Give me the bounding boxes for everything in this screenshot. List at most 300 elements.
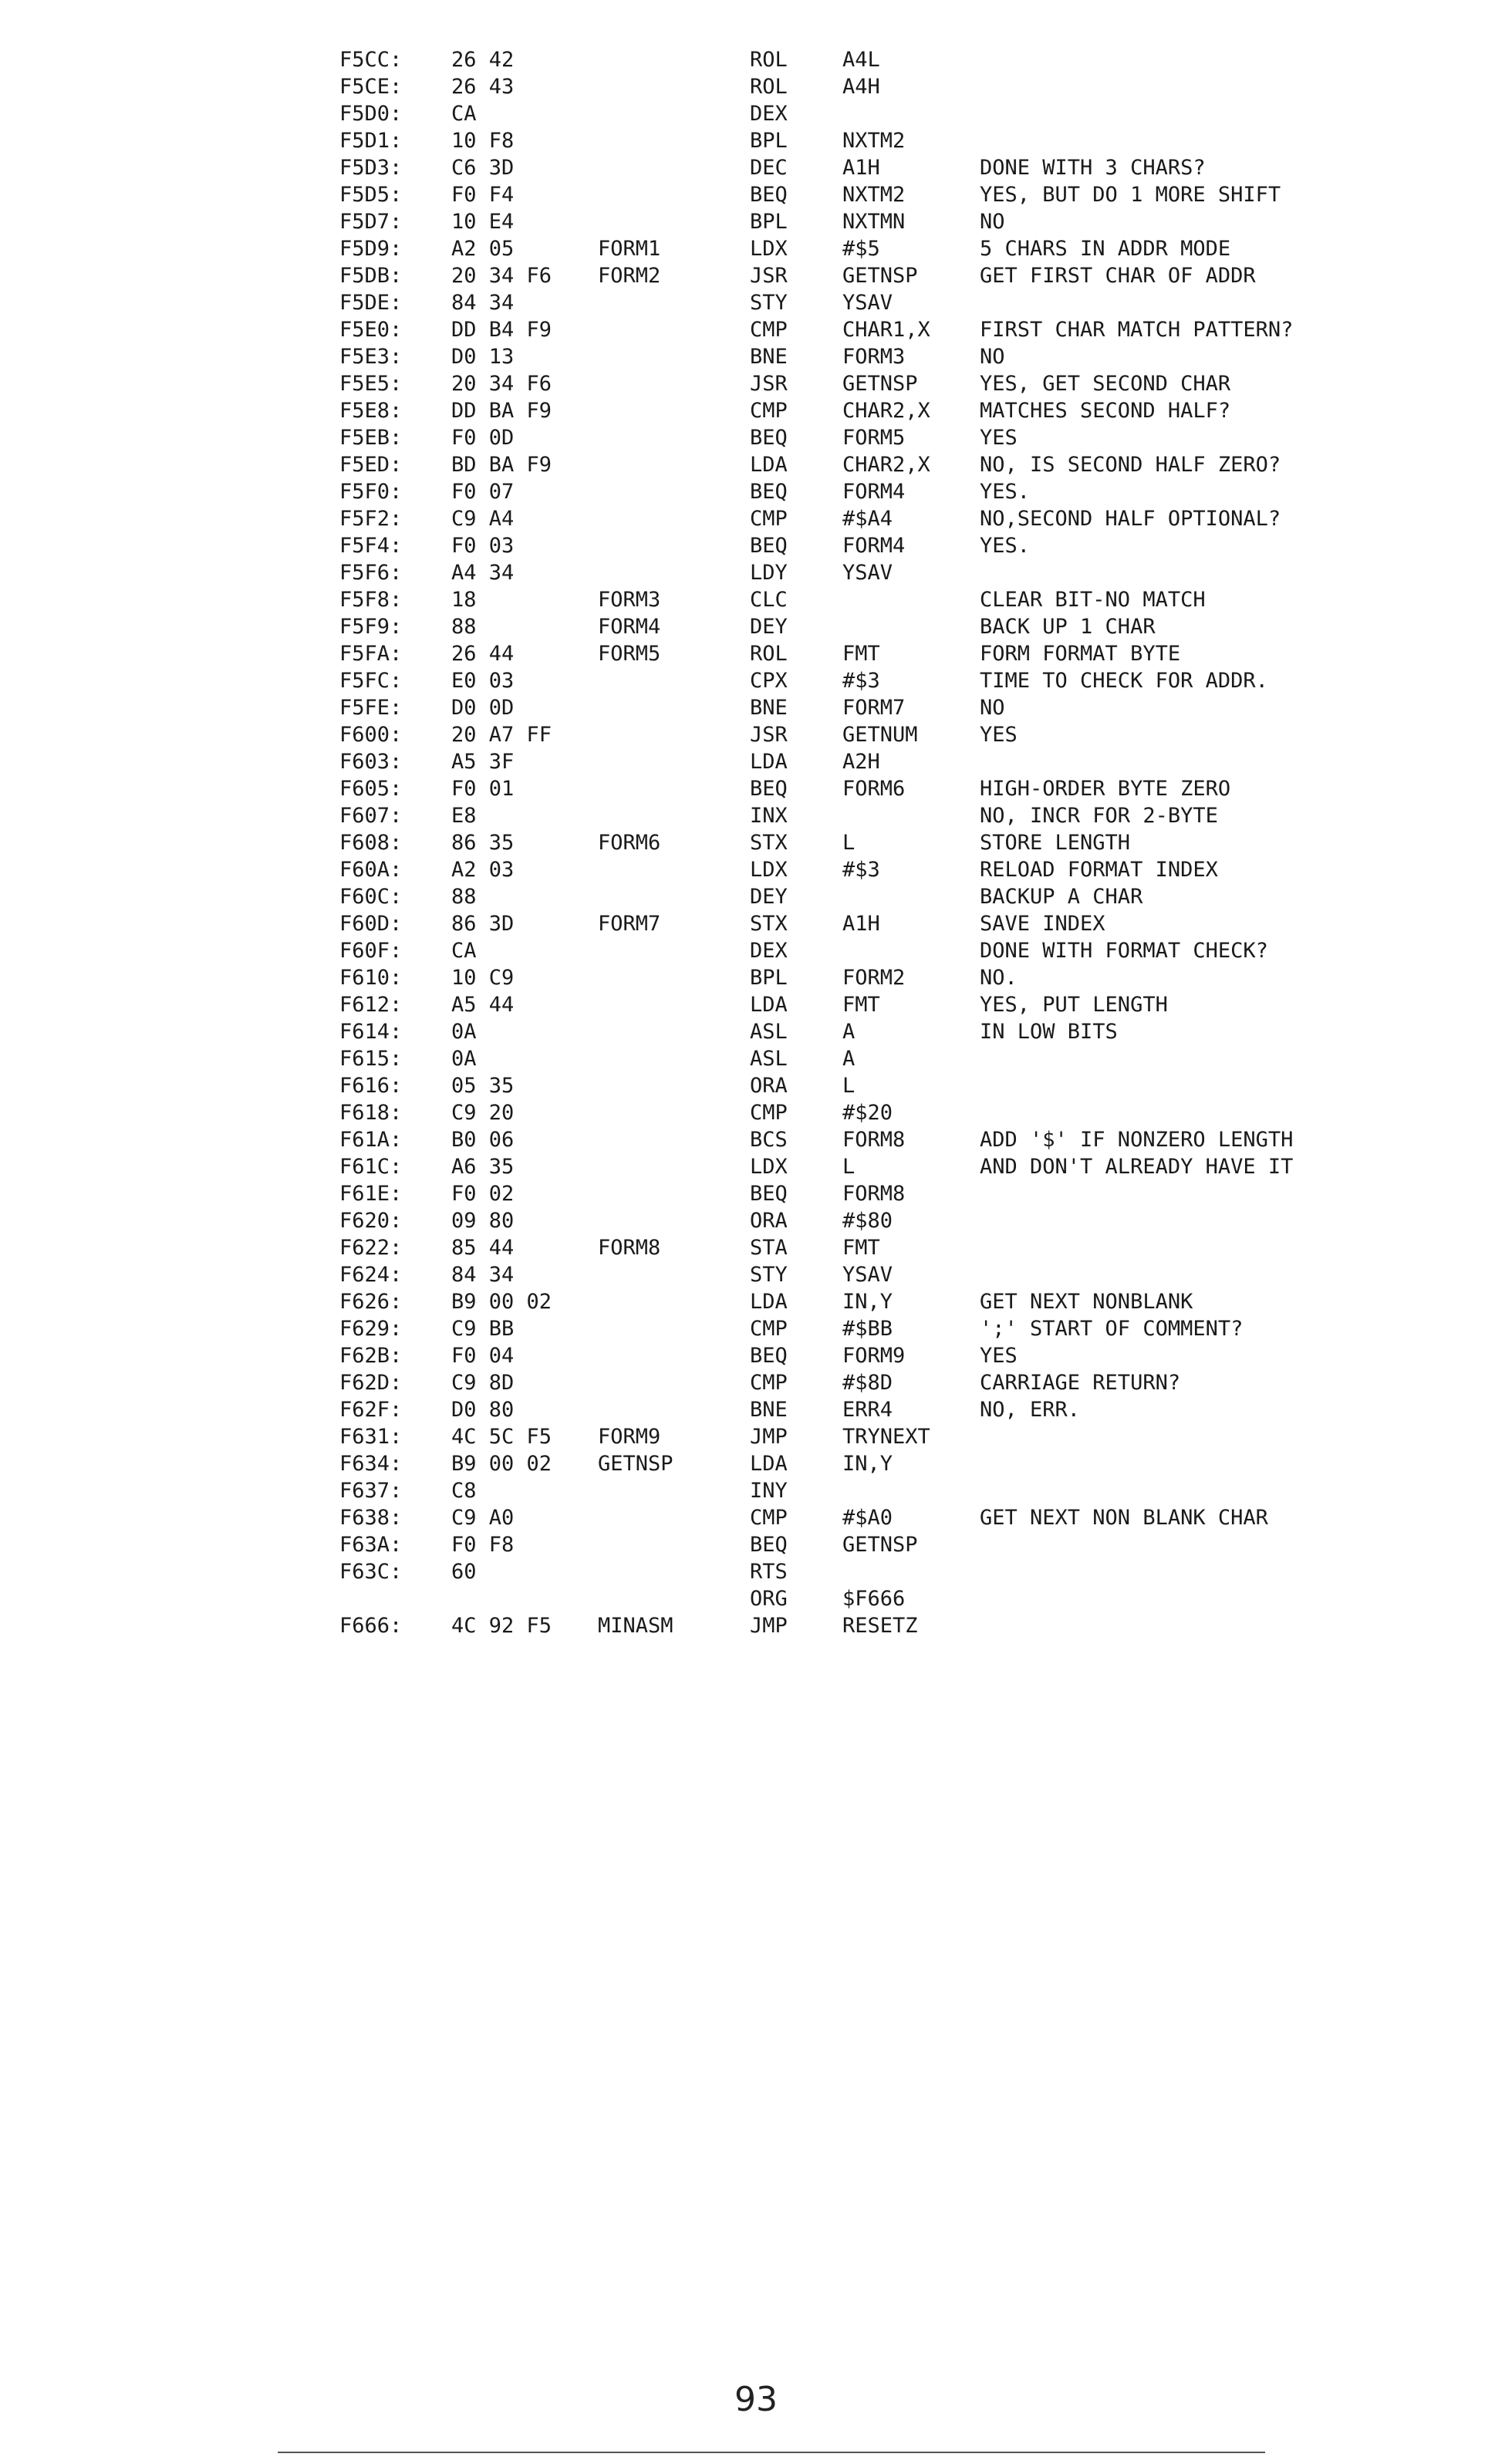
opcode: BEQ — [750, 1344, 788, 1368]
opcode: RTS — [750, 1560, 788, 1584]
listing-line — [0, 802, 1512, 829]
operand: FORM5 — [842, 426, 906, 450]
address: F60A: — [339, 858, 403, 882]
opcode: JSR — [750, 372, 788, 396]
address: F60C: — [339, 885, 403, 909]
hex-bytes: CA — [451, 939, 477, 963]
listing-line — [0, 1396, 1512, 1423]
comment: STORE LENGTH — [980, 831, 1131, 855]
opcode: LDA — [750, 1290, 788, 1314]
opcode: CMP — [750, 507, 788, 531]
listing-line — [0, 370, 1512, 397]
opcode: BEQ — [750, 777, 788, 801]
address: F5D3: — [339, 156, 403, 180]
opcode: DEY — [750, 615, 788, 639]
hex-bytes: F0 02 — [451, 1182, 515, 1206]
opcode: BEQ — [750, 426, 788, 450]
label: FORM8 — [598, 1236, 661, 1260]
address: F612: — [339, 993, 403, 1017]
listing-line — [0, 1504, 1512, 1531]
comment: YES — [980, 723, 1018, 747]
address: F5D7: — [339, 210, 403, 234]
operand: YSAV — [842, 1263, 893, 1287]
hex-bytes: F0 03 — [451, 534, 515, 558]
comment: NO — [980, 696, 1005, 720]
comment: FORM FORMAT BYTE — [980, 642, 1181, 666]
label: MINASM — [598, 1614, 673, 1638]
hex-bytes: A6 35 — [451, 1155, 515, 1179]
listing-line — [0, 478, 1512, 505]
operand: L — [842, 831, 856, 855]
opcode: CMP — [750, 1506, 788, 1530]
operand: A4L — [842, 48, 880, 72]
comment: NO,SECOND HALF OPTIONAL? — [980, 507, 1281, 531]
hex-bytes: B9 00 02 — [451, 1452, 552, 1476]
bottom-rule — [278, 2452, 1265, 2453]
hex-bytes: 18 — [451, 588, 477, 612]
hex-bytes: B0 06 — [451, 1128, 515, 1152]
comment: DONE WITH FORMAT CHECK? — [980, 939, 1268, 963]
listing-line — [0, 775, 1512, 802]
address: F60D: — [339, 912, 403, 936]
listing-line — [0, 559, 1512, 586]
comment: GET NEXT NONBLANK — [980, 1290, 1193, 1314]
comment: YES, PUT LENGTH — [980, 993, 1168, 1017]
operand: NXTM2 — [842, 183, 906, 207]
hex-bytes: 88 — [451, 615, 477, 639]
address: F638: — [339, 1506, 403, 1530]
hex-bytes: A2 03 — [451, 858, 515, 882]
listing-line — [0, 1153, 1512, 1180]
operand: #$3 — [842, 858, 880, 882]
operand: #$A4 — [842, 507, 893, 531]
operand: IN,Y — [842, 1452, 893, 1476]
operand: ERR4 — [842, 1398, 893, 1422]
hex-bytes: 85 44 — [451, 1236, 515, 1260]
operand: A1H — [842, 912, 880, 936]
hex-bytes: B9 00 02 — [451, 1290, 552, 1314]
comment: YES, BUT DO 1 MORE SHIFT — [980, 183, 1281, 207]
hex-bytes: A4 34 — [451, 561, 515, 585]
operand: GETNSP — [842, 372, 918, 396]
hex-bytes: BD BA F9 — [451, 453, 552, 477]
hex-bytes: 10 C9 — [451, 966, 515, 990]
opcode: ASL — [750, 1047, 788, 1071]
label: FORM1 — [598, 237, 661, 261]
address: F5E3: — [339, 345, 403, 369]
listing-line — [0, 532, 1512, 559]
hex-bytes: 10 F8 — [451, 129, 515, 153]
operand: CHAR2,X — [842, 399, 930, 423]
listing-line — [0, 1585, 1512, 1612]
hex-bytes: 0A — [451, 1020, 477, 1044]
address: F5E8: — [339, 399, 403, 423]
comment: SAVE INDEX — [980, 912, 1105, 936]
opcode: STY — [750, 1263, 788, 1287]
hex-bytes: F0 F4 — [451, 183, 515, 207]
address: F61C: — [339, 1155, 403, 1179]
opcode: BNE — [750, 1398, 788, 1422]
operand: FORM9 — [842, 1344, 906, 1368]
address: F5D9: — [339, 237, 403, 261]
opcode: LDX — [750, 858, 788, 882]
address: F634: — [339, 1452, 403, 1476]
address: F62F: — [339, 1398, 403, 1422]
address: F62B: — [339, 1344, 403, 1368]
listing-line — [0, 424, 1512, 451]
hex-bytes: F0 04 — [451, 1344, 515, 1368]
listing-line — [0, 937, 1512, 964]
operand: FORM6 — [842, 777, 906, 801]
address: F666: — [339, 1614, 403, 1638]
opcode: JSR — [750, 723, 788, 747]
opcode: BEQ — [750, 480, 788, 504]
listing-line — [0, 208, 1512, 235]
comment: MATCHES SECOND HALF? — [980, 399, 1231, 423]
hex-bytes: C9 BB — [451, 1317, 515, 1341]
opcode: LDX — [750, 1155, 788, 1179]
assembly-listing — [0, 46, 1512, 1639]
comment: NO — [980, 210, 1005, 234]
comment: ADD '$' IF NONZERO LENGTH — [980, 1128, 1294, 1152]
operand: #$5 — [842, 237, 880, 261]
operand: #$A0 — [842, 1506, 893, 1530]
comment: AND DON'T ALREADY HAVE IT — [980, 1155, 1294, 1179]
address: F5FE: — [339, 696, 403, 720]
address: F5F4: — [339, 534, 403, 558]
hex-bytes: C9 A0 — [451, 1506, 515, 1530]
listing-line — [0, 1207, 1512, 1234]
address: F5E5: — [339, 372, 403, 396]
operand: A — [842, 1020, 856, 1044]
label: FORM9 — [598, 1425, 661, 1449]
hex-bytes: 20 34 F6 — [451, 372, 552, 396]
hex-bytes: 84 34 — [451, 1263, 515, 1287]
listing-line — [0, 316, 1512, 343]
operand: L — [842, 1074, 856, 1098]
listing-line — [0, 1261, 1512, 1288]
address: F637: — [339, 1479, 403, 1503]
listing-line — [0, 289, 1512, 316]
comment: GET FIRST CHAR OF ADDR — [980, 264, 1256, 288]
address: F5CC: — [339, 48, 403, 72]
address: F607: — [339, 804, 403, 828]
address: F629: — [339, 1317, 403, 1341]
opcode: BEQ — [750, 1182, 788, 1206]
opcode: JMP — [750, 1614, 788, 1638]
opcode: ORA — [750, 1209, 788, 1233]
hex-bytes: 20 34 F6 — [451, 264, 552, 288]
label: FORM7 — [598, 912, 661, 936]
address: F5CE: — [339, 75, 403, 99]
listing-line — [0, 667, 1512, 694]
listing-line — [0, 586, 1512, 613]
address: F5DB: — [339, 264, 403, 288]
operand: CHAR1,X — [842, 318, 930, 342]
comment: CLEAR BIT-NO MATCH — [980, 588, 1206, 612]
hex-bytes: 86 3D — [451, 912, 515, 936]
hex-bytes: F0 07 — [451, 480, 515, 504]
listing-line — [0, 856, 1512, 883]
opcode: CMP — [750, 318, 788, 342]
hex-bytes: 86 35 — [451, 831, 515, 855]
listing-line — [0, 127, 1512, 154]
operand: RESETZ — [842, 1614, 918, 1638]
comment: 5 CHARS IN ADDR MODE — [980, 237, 1231, 261]
opcode: LDA — [750, 993, 788, 1017]
hex-bytes: D0 0D — [451, 696, 515, 720]
label: FORM5 — [598, 642, 661, 666]
comment: DONE WITH 3 CHARS? — [980, 156, 1206, 180]
listing-line — [0, 397, 1512, 424]
comment: YES. — [980, 480, 1031, 504]
opcode: BPL — [750, 210, 788, 234]
opcode: CLC — [750, 588, 788, 612]
address: F5E0: — [339, 318, 403, 342]
operand: NXTMN — [842, 210, 906, 234]
listing-line — [0, 505, 1512, 532]
opcode: BPL — [750, 966, 788, 990]
operand: FMT — [842, 642, 880, 666]
hex-bytes: C9 8D — [451, 1371, 515, 1395]
operand: TRYNEXT — [842, 1425, 930, 1449]
opcode: BEQ — [750, 534, 788, 558]
operand: FORM7 — [842, 696, 906, 720]
listing-line — [0, 451, 1512, 478]
address: F63A: — [339, 1533, 403, 1557]
opcode: INY — [750, 1479, 788, 1503]
listing-line — [0, 1558, 1512, 1585]
address: F5FC: — [339, 669, 403, 693]
listing-line — [0, 640, 1512, 667]
operand: A4H — [842, 75, 880, 99]
opcode: DEY — [750, 885, 788, 909]
operand: A1H — [842, 156, 880, 180]
label: GETNSP — [598, 1452, 673, 1476]
opcode: STA — [750, 1236, 788, 1260]
listing-line — [0, 1126, 1512, 1153]
address: F5F6: — [339, 561, 403, 585]
listing-line — [0, 1423, 1512, 1450]
address: F600: — [339, 723, 403, 747]
label: FORM6 — [598, 831, 661, 855]
operand: L — [842, 1155, 856, 1179]
label: FORM2 — [598, 264, 661, 288]
address: F608: — [339, 831, 403, 855]
operand: #$20 — [842, 1101, 893, 1125]
label: FORM3 — [598, 588, 661, 612]
comment: RELOAD FORMAT INDEX — [980, 858, 1218, 882]
opcode: CMP — [750, 399, 788, 423]
operand: GETNUM — [842, 723, 918, 747]
comment: TIME TO CHECK FOR ADDR. — [980, 669, 1268, 693]
listing-line — [0, 1450, 1512, 1477]
comment: NO, IS SECOND HALF ZERO? — [980, 453, 1281, 477]
hex-bytes: C9 20 — [451, 1101, 515, 1125]
hex-bytes: F0 0D — [451, 426, 515, 450]
listing-line — [0, 154, 1512, 181]
operand: #$BB — [842, 1317, 893, 1341]
comment: NO, INCR FOR 2-BYTE — [980, 804, 1218, 828]
comment: NO. — [980, 966, 1018, 990]
opcode: DEX — [750, 102, 788, 126]
page-number: 93 — [734, 2380, 778, 2419]
address: F5D1: — [339, 129, 403, 153]
listing-line — [0, 1099, 1512, 1126]
hex-bytes: 84 34 — [451, 291, 515, 315]
opcode: BCS — [750, 1128, 788, 1152]
opcode: LDA — [750, 453, 788, 477]
listing-line — [0, 181, 1512, 208]
operand: CHAR2,X — [842, 453, 930, 477]
operand: FORM4 — [842, 480, 906, 504]
operand: FORM3 — [842, 345, 906, 369]
hex-bytes: 05 35 — [451, 1074, 515, 1098]
operand: A2H — [842, 750, 880, 774]
hex-bytes: 4C 92 F5 — [451, 1614, 552, 1638]
comment: CARRIAGE RETURN? — [980, 1371, 1181, 1395]
opcode: CMP — [750, 1371, 788, 1395]
opcode: CMP — [750, 1101, 788, 1125]
address: F5F8: — [339, 588, 403, 612]
hex-bytes: DD BA F9 — [451, 399, 552, 423]
listing-line — [0, 1045, 1512, 1072]
operand: FORM2 — [842, 966, 906, 990]
operand: GETNSP — [842, 1533, 918, 1557]
address: F614: — [339, 1020, 403, 1044]
address: F626: — [339, 1290, 403, 1314]
listing-line — [0, 73, 1512, 100]
opcode: LDY — [750, 561, 788, 585]
address: F63C: — [339, 1560, 403, 1584]
listing-line — [0, 1180, 1512, 1207]
label: FORM4 — [598, 615, 661, 639]
comment: NO — [980, 345, 1005, 369]
address: F5F0: — [339, 480, 403, 504]
hex-bytes: F0 01 — [451, 777, 515, 801]
opcode: BPL — [750, 129, 788, 153]
listing-line — [0, 46, 1512, 73]
comment: FIRST CHAR MATCH PATTERN? — [980, 318, 1294, 342]
opcode: STX — [750, 831, 788, 855]
address: F620: — [339, 1209, 403, 1233]
address: F615: — [339, 1047, 403, 1071]
listing-line — [0, 1234, 1512, 1261]
comment: YES. — [980, 534, 1031, 558]
comment: GET NEXT NON BLANK CHAR — [980, 1506, 1268, 1530]
listing-line — [0, 1018, 1512, 1045]
opcode: ROL — [750, 75, 788, 99]
operand: YSAV — [842, 561, 893, 585]
comment: HIGH-ORDER BYTE ZERO — [980, 777, 1231, 801]
opcode: DEC — [750, 156, 788, 180]
listing-line — [0, 1369, 1512, 1396]
operand: A — [842, 1047, 856, 1071]
comment: YES — [980, 1344, 1018, 1368]
listing-line — [0, 1288, 1512, 1315]
opcode: CMP — [750, 1317, 788, 1341]
opcode: STY — [750, 291, 788, 315]
operand: FORM8 — [842, 1128, 906, 1152]
operand: $F666 — [842, 1587, 906, 1611]
operand: #$8D — [842, 1371, 893, 1395]
address: F5D5: — [339, 183, 403, 207]
operand: NXTM2 — [842, 129, 906, 153]
hex-bytes: 26 42 — [451, 48, 515, 72]
comment: YES — [980, 426, 1018, 450]
comment: NO, ERR. — [980, 1398, 1081, 1422]
operand: #$80 — [842, 1209, 893, 1233]
opcode: LDA — [750, 1452, 788, 1476]
opcode: INX — [750, 804, 788, 828]
address: F605: — [339, 777, 403, 801]
opcode: ORA — [750, 1074, 788, 1098]
listing-line — [0, 235, 1512, 262]
hex-bytes: C6 3D — [451, 156, 515, 180]
listing-line — [0, 613, 1512, 640]
opcode: ROL — [750, 48, 788, 72]
address: F618: — [339, 1101, 403, 1125]
address: F5EB: — [339, 426, 403, 450]
listing-line — [0, 1315, 1512, 1342]
operand: #$3 — [842, 669, 880, 693]
hex-bytes: 88 — [451, 885, 477, 909]
opcode: CPX — [750, 669, 788, 693]
listing-line — [0, 748, 1512, 775]
opcode: ROL — [750, 642, 788, 666]
opcode: LDX — [750, 237, 788, 261]
listing-line — [0, 694, 1512, 721]
opcode: BEQ — [750, 1533, 788, 1557]
opcode: JMP — [750, 1425, 788, 1449]
operand: FMT — [842, 1236, 880, 1260]
comment: YES, GET SECOND CHAR — [980, 372, 1231, 396]
hex-bytes: F0 F8 — [451, 1533, 515, 1557]
comment: IN LOW BITS — [980, 1020, 1118, 1044]
address: F5D0: — [339, 102, 403, 126]
opcode: STX — [750, 912, 788, 936]
address: F5F2: — [339, 507, 403, 531]
listing-line — [0, 1477, 1512, 1504]
address: F603: — [339, 750, 403, 774]
comment: BACKUP A CHAR — [980, 885, 1143, 909]
listing-line — [0, 964, 1512, 991]
address: F610: — [339, 966, 403, 990]
opcode: BEQ — [750, 183, 788, 207]
opcode: BNE — [750, 345, 788, 369]
comment: ';' START OF COMMENT? — [980, 1317, 1244, 1341]
hex-bytes: 0A — [451, 1047, 477, 1071]
address: F5DE: — [339, 291, 403, 315]
listing-line — [0, 343, 1512, 370]
address: F5FA: — [339, 642, 403, 666]
opcode: BNE — [750, 696, 788, 720]
listing-line — [0, 1612, 1512, 1639]
hex-bytes: E0 03 — [451, 669, 515, 693]
address: F624: — [339, 1263, 403, 1287]
hex-bytes: CA — [451, 102, 477, 126]
address: F62D: — [339, 1371, 403, 1395]
hex-bytes: C9 A4 — [451, 507, 515, 531]
hex-bytes: 26 43 — [451, 75, 515, 99]
opcode: ORG — [750, 1587, 788, 1611]
hex-bytes: E8 — [451, 804, 477, 828]
operand: FORM8 — [842, 1182, 906, 1206]
hex-bytes: 09 80 — [451, 1209, 515, 1233]
comment: BACK UP 1 CHAR — [980, 615, 1156, 639]
address: F61E: — [339, 1182, 403, 1206]
hex-bytes: D0 80 — [451, 1398, 515, 1422]
